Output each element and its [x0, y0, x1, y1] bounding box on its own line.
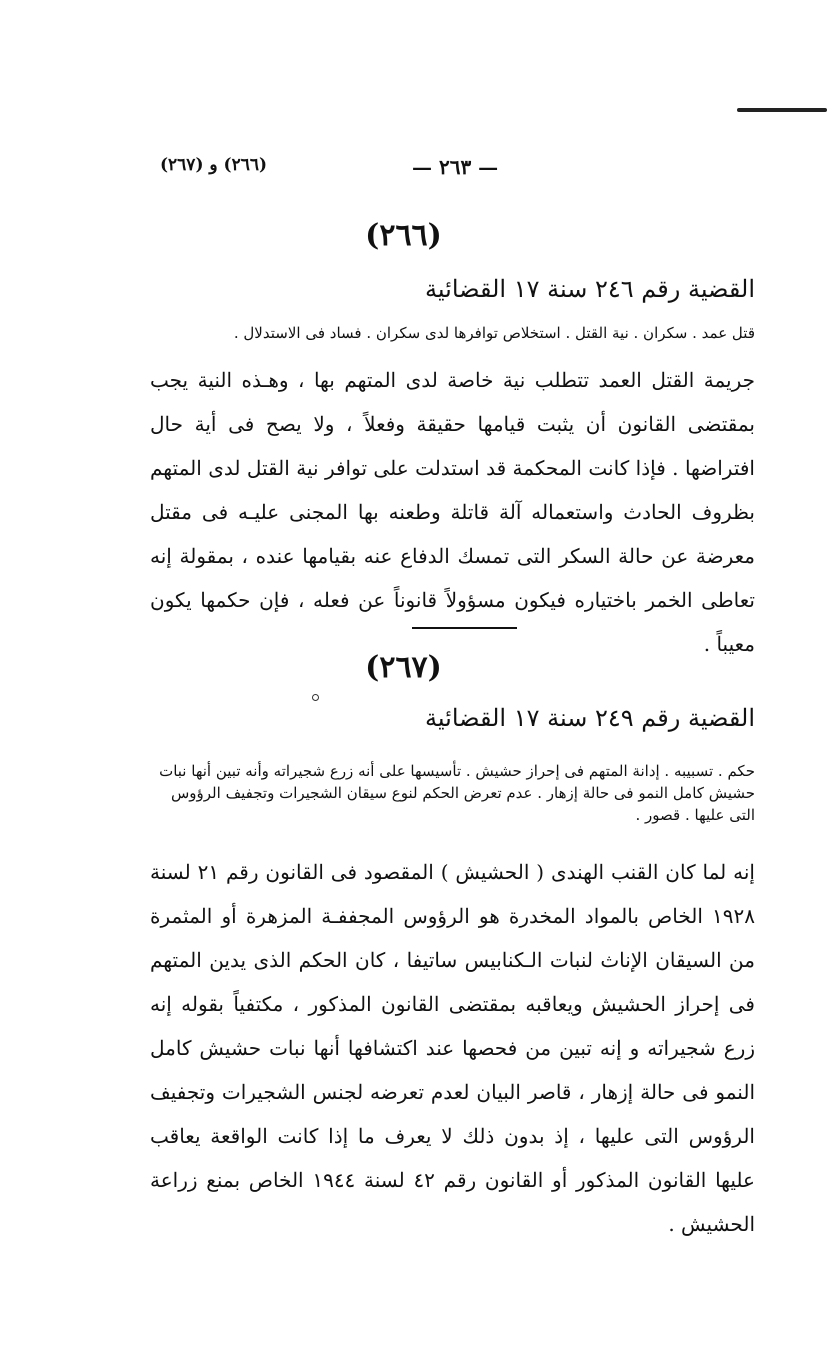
scan-speck: [312, 694, 319, 701]
headnote: قتل عمد . سكران . نية القتل . استخلاص توافرها لدى سكران . فساد فى الاستدلال .: [233, 324, 755, 342]
section-divider: [412, 627, 517, 629]
page-header: [150, 155, 748, 187]
paragraph: جريمة القتل العمد تتطلب نية خاصة لدى المتهم بها ، وهـذه النية يجب بمقتضى القانون أن يثبت قيامها حقيقة وفعلاً ، ولا يصح فى أية حال افتراضها . فإذا كانت المحكمة قد استدلت على توافر نية القتل لدى المتهم بظروف الحادث واستعماله آلة قاتلة وطعنه بها المجنى عليـه فى مقتل معرضة عن حالة السكر التى تمسك الدفاع عنه بقيامها عنده ، بمقولة إنه تعاطى الخمر باختياره فيكون مسؤولاً قانوناً عن فعله ، فإن حكمها يكون معيباً .: [150, 368, 755, 656]
paragraph: إنه لما كان القنب الهندى ( الحشيش ) المقصود فى القانون رقم ٢١ لسنة ١٩٢٨ الخاص بالمواد المخدرة هو الرؤوس المجففـة المزهرة أو المثمرة من السيقان الإناث لنبات الـكنابيس ساتيفا ، كان الحكم الذى يدين المتهم فى إحراز الحشيش ويعاقبه بمقتضى القانون المذكور ، مكتفياً بقوله إنه زرع شجيراته و إنه تبين من فحصها عند اكتشافها أنها نبات حشيش كامل النمو فى حالة إزهار ، قاصر البيان لعدم تعرضه لجنس الشجيرات وتجفيف الرؤوس التى عليها ، إذ بدون ذلك لا يعرف ما إذا كانت الواقعة يعاقب عليها القانون المذكور أو القانون رقم ٤٢ لسنة ١٩٤٤ الخاص بمنع زراعة الحشيش .: [150, 860, 755, 1236]
judgment-text: [150, 850, 755, 1246]
scan-edge-mark: [737, 108, 827, 112]
case-title: القضية رقم ٢٤٩ سنة ١٧ القضائية: [425, 704, 755, 732]
page-number: — ٢٦٣ —: [412, 155, 499, 179]
headnote: حكم . تسبيبه . إدانة المتهم فى إحراز حشيش . تأسيسها على أنه زرع شجيراته وأنه تبين أنها نبات حشيش كامل النمو فى حالة إزهار . عدم تعرض الحكم لنوع سيقان الشجيرات وتجفيف الرؤوس التى عليها . قصور .: [159, 762, 755, 824]
running-title: (٢٦٦) و (٢٦٧): [160, 155, 268, 175]
section-number: (٢٦٦): [365, 218, 442, 253]
judgment-text: [150, 358, 755, 666]
case-title: القضية رقم ٢٤٦ سنة ١٧ القضائية: [425, 275, 755, 303]
section-number: (٢٦٧): [365, 650, 442, 685]
